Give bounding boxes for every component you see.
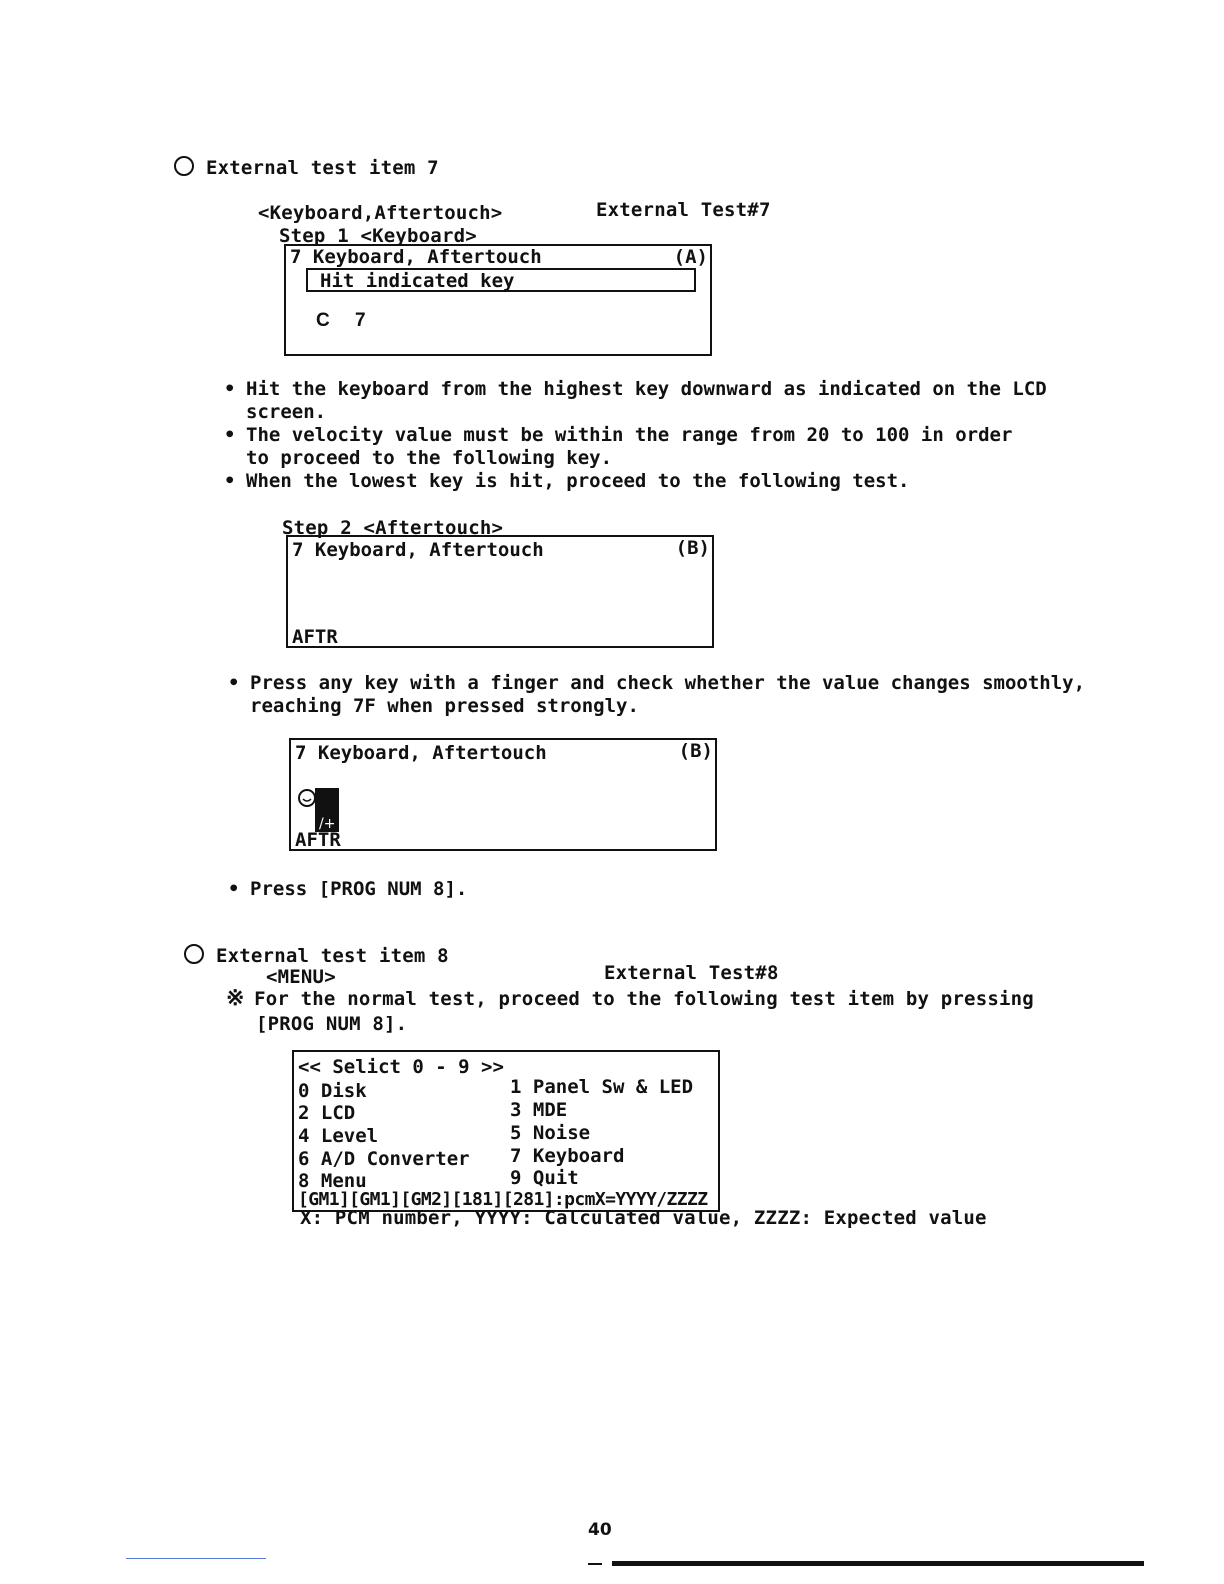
step1-label: Step 1 <Keyboard> [279, 225, 477, 247]
menu-item-7: 7 Keyboard [510, 1145, 625, 1167]
lcd-b1-footer: AFTR [292, 626, 338, 648]
lcd-a-title: 7 Keyboard, Aftertouch [290, 246, 542, 268]
lcd-b1-tag: (B) [675, 537, 710, 559]
reference-mark-icon: ※ [226, 986, 245, 1011]
footer-rule-right [612, 1561, 1144, 1566]
step2-label: Step 2 <Aftertouch> [282, 517, 504, 539]
item8-test-label: External Test#8 [604, 962, 779, 984]
item7-test-label: External Test#7 [596, 199, 771, 221]
lcd-screen-a [284, 244, 712, 356]
note-line-2: [PROG NUM 8]. [256, 1013, 408, 1035]
list-item: • Hit the keyboard from the highest key downward as indicated on the LCD [224, 378, 1047, 400]
menu-item-6: 6 A/D Converter [298, 1148, 470, 1170]
footer-rule-dash [588, 1563, 602, 1565]
item7-subtitle: <Keyboard,Aftertouch> [258, 202, 503, 224]
lcd-b2-title: 7 Keyboard, Aftertouch [295, 742, 547, 764]
lcd-b2-footer: AFTR [295, 829, 341, 851]
item8-heading: External test item 8 [184, 944, 449, 967]
item7-heading: External test item 7 [174, 156, 439, 179]
lcd-a-message-box [306, 268, 696, 292]
menu-item-9: 9 Quit [510, 1167, 579, 1189]
note-line-1: For the normal test, proceed to the following test item by pressing [254, 988, 1034, 1010]
lcd-b2-tag: (B) [678, 740, 713, 762]
bullet-list-2 [228, 672, 1085, 718]
list-item: • Press any key with a finger and check whether the value changes smoothly, [228, 672, 1086, 694]
menu-status-line: [GM1][GM1][GM2][181][281]:pcmX=YYYY/ZZZZ [298, 1189, 708, 1210]
menu-item-0: 0 Disk [298, 1080, 367, 1102]
list-item-cont: reaching 7F when pressed strongly. [250, 695, 639, 717]
page-number: 40 [588, 1520, 612, 1540]
menu-legend: X: PCM number, YYYY: Calculated value, ZZZZ: Expected value [300, 1207, 987, 1229]
menu-item-1: 1 Panel Sw & LED [510, 1076, 694, 1098]
lcd-a-tag: (A) [673, 246, 708, 268]
footer-rule-left [126, 1558, 266, 1559]
menu-item-3: 3 MDE [510, 1099, 568, 1121]
lcd-a-note: C 7 [316, 310, 376, 331]
menu-item-4: 4 Level [298, 1125, 379, 1147]
list-item: • When the lowest key is hit, proceed to the following test. [224, 470, 910, 492]
menu-item-5: 5 Noise [510, 1122, 591, 1144]
circle-bullet-icon [174, 156, 194, 176]
circle-bullet-icon [184, 944, 204, 964]
menu-item-2: 2 LCD [298, 1102, 356, 1124]
aftertouch-meter [315, 788, 339, 832]
lcd-b1-title: 7 Keyboard, Aftertouch [292, 539, 544, 561]
item8-subtitle: <MENU> [266, 966, 336, 988]
menu-item-8: 8 Menu [298, 1170, 367, 1192]
list-item: • The velocity value must be within the range from 20 to 100 in order [224, 424, 1013, 446]
meter-glyph: /+ [319, 816, 336, 832]
item8-note [226, 986, 1034, 1037]
lcd-menu-screen [292, 1050, 720, 1212]
menu-title: << Selict 0 - 9 >> [298, 1056, 504, 1078]
lcd-screen-b1 [286, 535, 714, 648]
lcd-a-message: Hit indicated key [320, 270, 515, 292]
lcd-screen-b2 [289, 738, 717, 851]
bullet-list-1 [224, 378, 1047, 493]
list-item-cont: to proceed to the following key. [246, 447, 613, 469]
list-item-cont: screen. [246, 401, 327, 423]
bullet-3: • Press [PROG NUM 8]. [228, 878, 468, 900]
finger-icon [297, 788, 317, 808]
